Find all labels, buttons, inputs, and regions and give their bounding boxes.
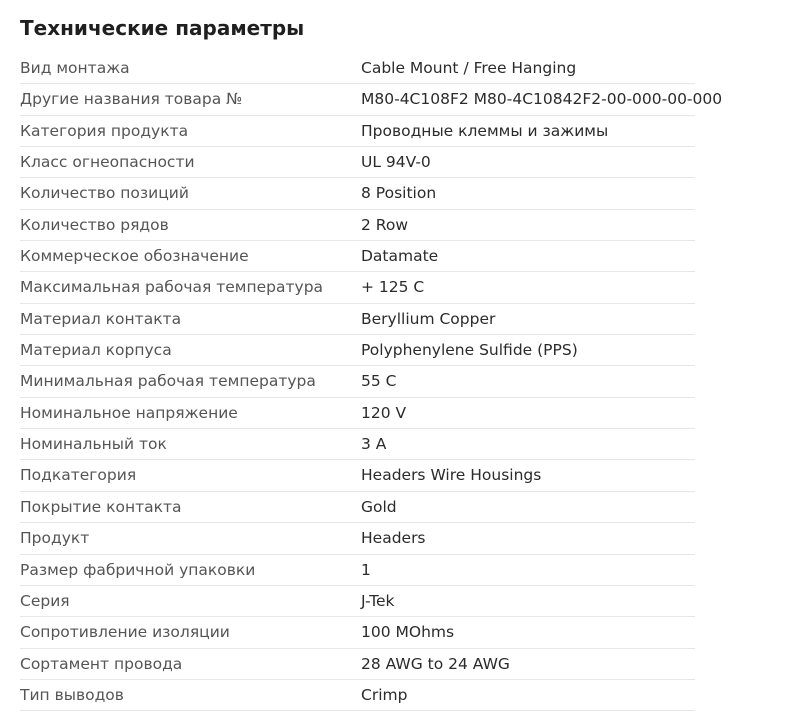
- spec-label: Номинальный ток: [20, 435, 167, 454]
- spec-label: Максимальная рабочая температура: [20, 278, 324, 297]
- spec-label: Класс огнеопасности: [20, 153, 195, 172]
- spec-label: Сортамент провода: [20, 654, 183, 673]
- spec-value: 1: [361, 560, 371, 579]
- spec-value: Polyphenylene Sulfide (PPS): [361, 341, 578, 360]
- spec-label: Размер фабричной упаковки: [20, 560, 256, 579]
- spec-row: [20, 680, 695, 711]
- spec-row: [20, 53, 695, 84]
- spec-label: Категория продукта: [20, 121, 189, 140]
- spec-value: 3 A: [361, 435, 387, 454]
- spec-value: Datamate: [361, 247, 439, 266]
- spec-value: 100 MOhms: [361, 623, 455, 642]
- spec-row: [20, 84, 723, 115]
- spec-value: 55 C: [361, 372, 397, 391]
- spec-value: 8 Position: [361, 184, 437, 203]
- spec-row: [20, 429, 695, 460]
- spec-value: Headers: [361, 529, 426, 548]
- spec-label: Серия: [20, 591, 70, 610]
- spec-row: [20, 304, 695, 335]
- spec-row: [20, 617, 695, 648]
- spec-row: [20, 523, 695, 554]
- spec-row: [20, 241, 695, 272]
- spec-label: Сопротивление изоляции: [20, 623, 230, 642]
- spec-label: Другие названия товара №: [20, 90, 243, 109]
- spec-label: Продукт: [20, 529, 90, 548]
- spec-label: Подкатегория: [20, 466, 137, 485]
- spec-row: [20, 492, 695, 523]
- spec-value: + 125 C: [361, 278, 425, 297]
- spec-row: [20, 178, 695, 209]
- spec-label: Покрытие контакта: [20, 497, 182, 516]
- spec-value: Cable Mount / Free Hanging: [361, 59, 577, 77]
- spec-value: Gold: [361, 497, 397, 516]
- spec-label: Коммерческое обозначение: [20, 247, 249, 266]
- spec-value: 28 AWG to 24 AWG: [361, 654, 510, 673]
- spec-label: Количество рядов: [20, 215, 169, 234]
- spec-value: Headers Wire Housings: [361, 466, 542, 485]
- spec-value: UL 94V-0: [361, 153, 431, 172]
- spec-table: [20, 53, 723, 711]
- spec-value: Beryllium Copper: [361, 309, 496, 328]
- spec-value: Crimp: [361, 685, 408, 704]
- spec-row: [20, 460, 695, 491]
- spec-label: Материал контакта: [20, 309, 182, 328]
- spec-row: [20, 366, 695, 397]
- spec-value: Проводные клеммы и зажимы: [361, 121, 609, 140]
- spec-row: [20, 555, 695, 586]
- spec-row: [20, 335, 695, 366]
- spec-label: Номинальное напряжение: [20, 403, 238, 422]
- spec-row: [20, 272, 695, 303]
- spec-label: Тип выводов: [20, 685, 124, 704]
- spec-value: 2 Row: [361, 215, 409, 234]
- spec-label: Материал корпуса: [20, 341, 172, 360]
- spec-row: [20, 649, 695, 680]
- spec-value: 120 V: [361, 403, 407, 422]
- spec-label: Вид монтажа: [20, 59, 130, 77]
- spec-label: Количество позиций: [20, 184, 189, 203]
- spec-row: [20, 210, 695, 241]
- spec-row: [20, 116, 695, 147]
- spec-row: [20, 586, 695, 617]
- spec-label: Минимальная рабочая температура: [20, 372, 316, 391]
- spec-row: [20, 147, 695, 178]
- section-title: Технические параметры: [20, 16, 305, 40]
- spec-value: J-Tek: [361, 591, 395, 610]
- spec-row: [20, 398, 695, 429]
- spec-value: M80-4C108F2 M80-4C10842F2-00-000-00-000: [361, 90, 723, 109]
